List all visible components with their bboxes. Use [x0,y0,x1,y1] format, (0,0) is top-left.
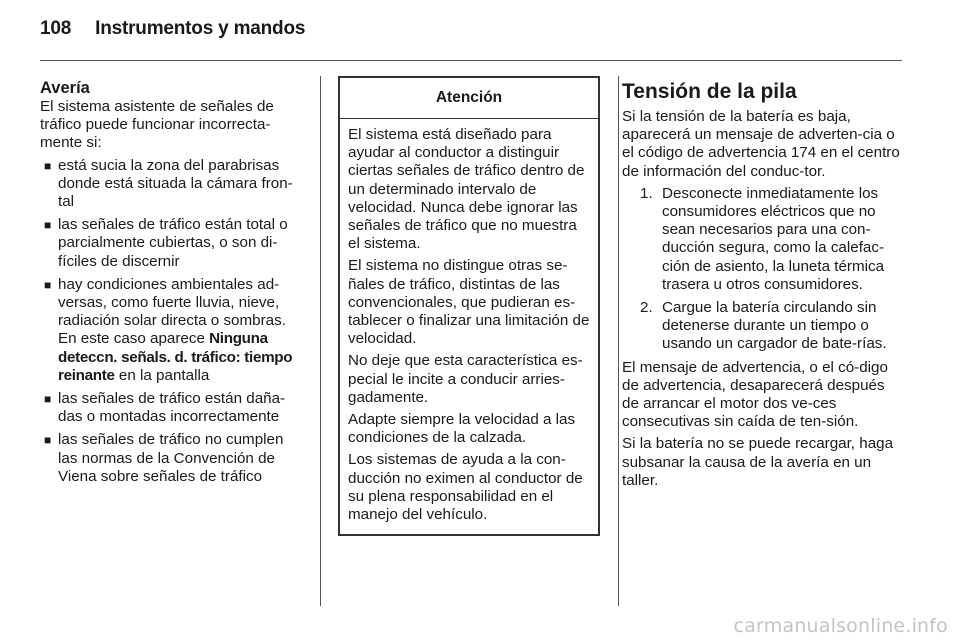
bullet-square-icon: ■ [44,433,52,448]
attention-paragraph: No deje que esta característica es-pecial le incite a conducir arries-gadamente. [348,352,583,406]
page-title: Instrumentos y mandos [95,18,306,39]
battery-voltage-section [622,79,904,494]
watermark: carmanualsonline.info [733,615,948,637]
page-number: 108 [40,18,72,39]
list-item: 1. Desconecte inmediatamente los consumidores eléctricos que no sean necesarios para una con-ducción segura, como la calefac-ción de asiento, la luneta térmica trasera u otros consumidores. [640,184,885,293]
list-item: ■ hay condiciones ambientales ad-versas, como fuerte lluvia, nieve, radiación solar directa o sombras. En este caso aparece Ninguna deteccn. señals. d. tráfico: tiempo reinante en la pantalla [44,275,293,384]
list-item: 2. Cargue la batería circulando sin detenerse durante un tiempo o usando un cargador de bate-rías. [640,299,887,353]
page-header [40,18,305,40]
attention-paragraph: El sistema no distingue otras se-ñales de tráfico, distintas de las convencionales, que pudieran es-tablecer o finalizar una limitación de velocidad. [348,257,590,348]
list-item: ■ está sucia la zona del parabrisas donde está situada la cámara fron-tal [44,156,293,211]
header-divider [40,60,902,61]
attention-paragraph: Los sistemas de ayuda a la con-ducción no eximen al conductor de su plena responsabilidad en el manejo del vehículo. [348,451,583,524]
list-item: ■ las señales de tráfico no cumplen las normas de la Convención de Viena sobre señales de tráfico [44,431,284,485]
step-number: 2. [640,299,653,317]
attention-column [338,76,600,536]
bullet-square-icon: ■ [44,392,52,407]
battery-paragraph: El mensaje de advertencia, o el có-digo de advertencia, desaparecerá después de arrancar el motor dos ve-ces consecutivas sin caída de ten-sión. [622,358,888,431]
battery-intro: Si la tensión de la batería es baja, aparecerá un mensaje de adverten-cia o el código de advertencia 174 en el centro de información del conduc-tor. [622,108,900,180]
column-divider-left [320,76,321,606]
fault-section [40,79,305,491]
attention-body [340,119,598,534]
column-divider-right [618,76,619,606]
bullet-square-icon: ■ [44,277,52,292]
step-number: 1. [640,184,653,202]
fault-intro: El sistema asistente de señales de tráfico puede funcionar incorrecta-mente si: [40,98,274,152]
battery-heading: Tensión de la pila [622,80,797,103]
attention-box [338,76,600,536]
bullet-square-icon: ■ [44,158,52,173]
display-message: Ninguna deteccn. señals. d. tráfico: tiempo reinante [58,330,293,384]
attention-paragraph: El sistema está diseñado para ayudar al conductor a distinguir ciertas señales de tráfico dentro de un determinado intervalo de velocidad. Nunca debe ignorar las señales de tráfico que no muestra el sistema. [348,126,585,253]
battery-paragraph: Si la batería no se puede recargar, haga subsanar la causa de la avería en un taller. [622,435,894,489]
fault-heading: Avería [40,79,90,97]
list-item: ■ las señales de tráfico están daña-das o montadas incorrectamente [44,390,286,426]
fault-bullet-list [40,157,305,486]
battery-steps [622,185,904,354]
list-item: ■ las señales de tráfico están total o parcialmente cubiertas, o son di-fíciles de discernir [44,216,288,270]
bullet-square-icon: ■ [44,218,52,233]
attention-paragraph: Adapte siempre la velocidad a las condiciones de la calzada. [348,411,576,447]
attention-title: Atención [340,78,598,119]
